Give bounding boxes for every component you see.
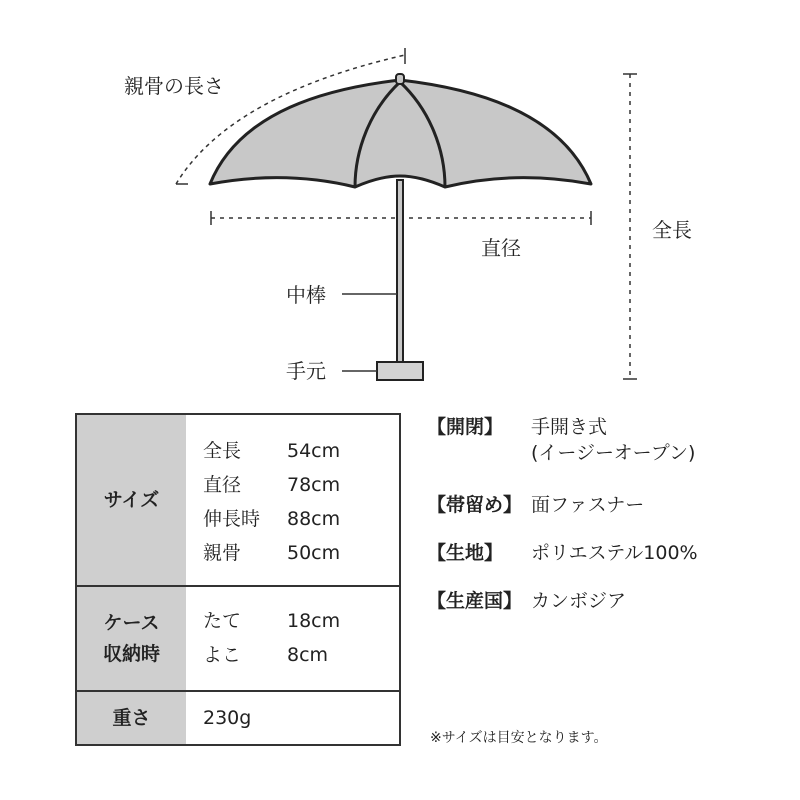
size-row-value: 88cm [287, 508, 341, 530]
size-body [186, 415, 399, 585]
case-header-line1: ケース [103, 611, 160, 634]
info-tag: 【帯留め】 [427, 494, 523, 516]
info-origin [427, 588, 626, 614]
size-row-value: 78cm [287, 474, 341, 496]
size-row-value: 50cm [287, 542, 341, 564]
info-value-sub: (イージーオープン) [531, 442, 696, 464]
info-fabric [427, 540, 698, 566]
size-row-label: 親骨 [203, 542, 242, 564]
info-tag: 【生地】 [427, 542, 504, 564]
total-length-label: 全長 [652, 218, 692, 242]
shaft-label: 中棒 [286, 283, 326, 307]
case-row-value: 8cm [287, 644, 329, 666]
diameter-label: 直径 [481, 236, 521, 260]
size-note: ※サイズは目安となります。 [430, 730, 608, 746]
rib-length-label: 親骨の長さ [124, 74, 224, 98]
weight-section [77, 692, 399, 744]
case-header-line2: 収納時 [102, 642, 160, 665]
umbrella-handle [377, 362, 423, 380]
weight-value: 230g [203, 707, 252, 729]
size-row-label: 伸長時 [203, 508, 261, 530]
case-row-value: 18cm [287, 610, 341, 632]
size-row-label: 全長 [203, 440, 242, 462]
case-section [77, 587, 399, 690]
case-row-label: よこ [203, 644, 242, 666]
info-open-close [427, 414, 607, 440]
size-row-label: 直径 [203, 474, 242, 496]
umbrella-shaft [397, 180, 403, 364]
info-open-close-sub [531, 440, 695, 466]
umbrella-canopy [210, 80, 591, 187]
case-header [77, 587, 186, 690]
handle-label: 手元 [286, 359, 326, 383]
info-value: 手開き式 [531, 416, 608, 438]
info-tag: 【生産国】 [427, 590, 523, 612]
info-tag: 【開閉】 [427, 416, 504, 438]
spec-table [75, 413, 401, 746]
weight-body [186, 692, 399, 744]
info-value: 面ファスナー [531, 494, 645, 516]
size-header: サイズ [77, 415, 186, 585]
case-row-label: たて [203, 610, 242, 632]
size-section [77, 415, 399, 585]
size-row-value: 54cm [287, 440, 341, 462]
umbrella-tip [396, 74, 404, 84]
info-value: カンボジア [531, 590, 627, 612]
case-body [186, 587, 399, 690]
info-strap [427, 492, 644, 518]
weight-header: 重さ [77, 692, 186, 744]
info-value: ポリエステル100% [531, 542, 698, 564]
